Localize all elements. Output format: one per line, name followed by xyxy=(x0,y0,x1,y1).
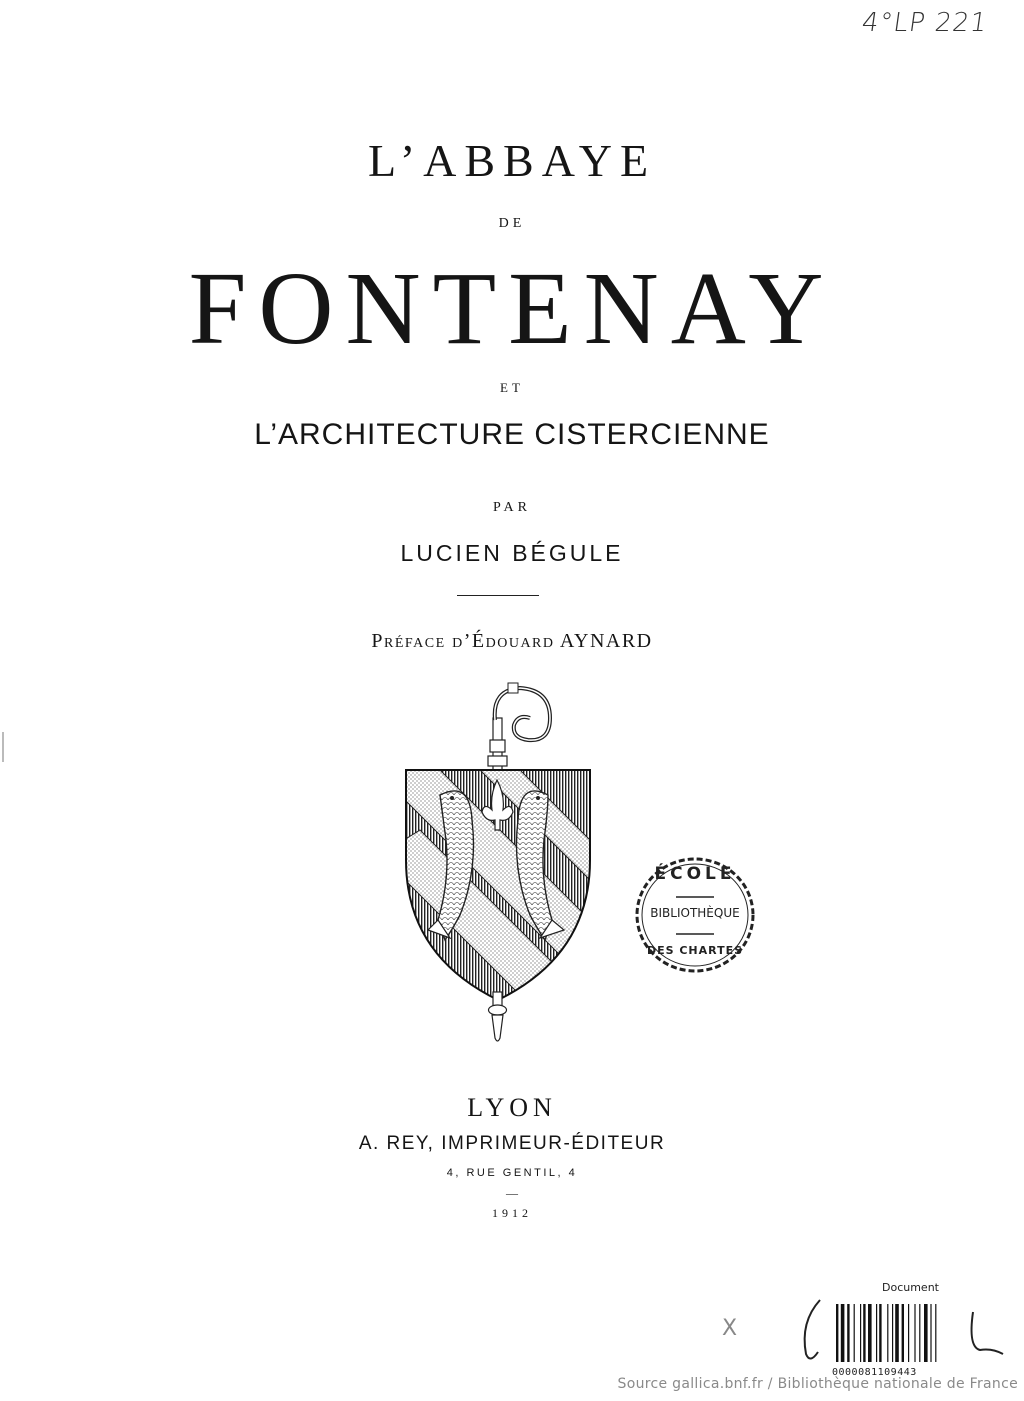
barcode-bar xyxy=(854,1304,855,1362)
title-main: FONTENAY xyxy=(188,251,836,366)
barcode-bar xyxy=(836,1304,838,1362)
barcode-bar xyxy=(879,1304,881,1362)
imprint-year: 1912 xyxy=(492,1206,532,1220)
barcode-bar xyxy=(930,1304,931,1362)
title-line-1: L’ABBAYE xyxy=(367,135,657,186)
shelfmark-handwritten: 4°LP 221 xyxy=(859,8,990,38)
coat-of-arms-emblem xyxy=(400,680,595,1045)
barcode-label: Document xyxy=(882,1281,939,1294)
margin-mark xyxy=(2,732,4,762)
author-name: LUCIEN BÉGULE xyxy=(400,540,624,566)
title-et: ET xyxy=(500,380,524,395)
barcode-bar xyxy=(924,1304,928,1362)
title-line-2: L’ARCHITECTURE CISTERCIENNE xyxy=(254,418,770,451)
barcode-bar xyxy=(902,1304,904,1362)
stamp-middle-text: BIBLIOTHÈQUE xyxy=(650,906,740,920)
barcode-bar xyxy=(895,1304,899,1362)
divider-rule xyxy=(457,595,539,596)
barcode-bar xyxy=(914,1304,915,1362)
source-attribution: Source gallica.bnf.fr / Bibliothèque nationale de France xyxy=(617,1376,1018,1392)
imprint-dash: — xyxy=(506,1186,518,1200)
barcode-bar xyxy=(919,1304,920,1362)
barcode-bar xyxy=(876,1304,877,1362)
barcode-bar xyxy=(908,1304,909,1362)
barcode-bar xyxy=(860,1304,861,1362)
barcode-bar xyxy=(868,1304,872,1362)
imprint-city: LYON xyxy=(467,1093,557,1122)
barcode-bar xyxy=(847,1304,849,1362)
imprint-printer: A. REY, IMPRIMEUR-ÉDITEUR xyxy=(358,1133,666,1154)
library-stamp xyxy=(630,852,760,982)
imprint-address: 4, RUE GENTIL, 4 xyxy=(446,1167,578,1179)
pencil-x-mark: X xyxy=(722,1316,738,1341)
title-de: DE xyxy=(498,216,526,231)
barcode-bar xyxy=(935,1304,936,1362)
stamp-bottom-text: DES CHARTES xyxy=(646,944,744,957)
byline-par: PAR xyxy=(493,500,531,515)
barcode-bar xyxy=(863,1304,865,1362)
barcode-bar xyxy=(841,1304,845,1362)
preface-line: Préface d’Édouard AYNARD xyxy=(371,630,653,652)
barcode-bar xyxy=(887,1304,888,1362)
stamp-top-text: ÉCOLE xyxy=(654,864,736,884)
barcode-bar xyxy=(892,1304,893,1362)
barcode-number: 0000081109443 xyxy=(832,1367,917,1378)
